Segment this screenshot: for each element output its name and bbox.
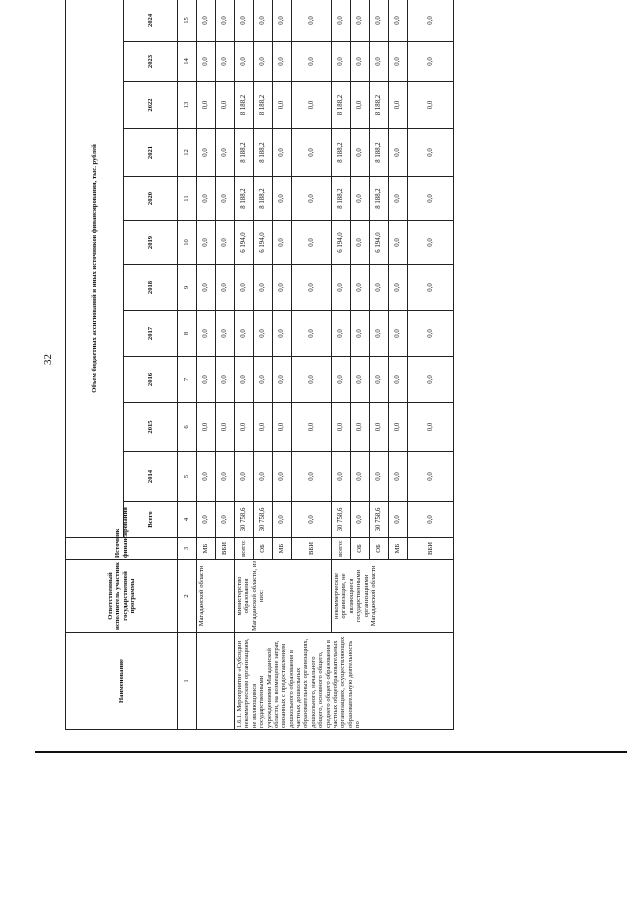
value-cell: 0,0 xyxy=(216,311,235,357)
value-cell: 0,0 xyxy=(408,265,454,311)
value-cell: 0,0 xyxy=(370,452,389,502)
value-cell: 0,0 xyxy=(292,403,332,452)
value-cell: 6 194,0 xyxy=(254,221,273,265)
value-cell: 0,0 xyxy=(389,0,408,42)
column-number: 12 xyxy=(178,129,197,177)
value-cell: 8 188,2 xyxy=(332,129,351,177)
value-cell: 0,0 xyxy=(216,265,235,311)
value-cell: 0,0 xyxy=(351,0,370,42)
value-cell: 0,0 xyxy=(408,177,454,221)
column-number: 13 xyxy=(178,82,197,129)
value-cell: 0,0 xyxy=(408,452,454,502)
value-cell: 0,0 xyxy=(197,82,216,129)
page-number: 32 xyxy=(42,354,54,365)
value-cell: 6 194,0 xyxy=(332,221,351,265)
value-cell: 0,0 xyxy=(273,0,292,42)
value-cell: 0,0 xyxy=(389,403,408,452)
value-cell: 0,0 xyxy=(351,311,370,357)
value-cell: 0,0 xyxy=(292,82,332,129)
value-cell: 0,0 xyxy=(351,129,370,177)
value-cell: 0,0 xyxy=(332,0,351,42)
head-executor: Ответственный исполнитель участник государственной программы xyxy=(66,560,178,633)
value-cell: 0,0 xyxy=(216,177,235,221)
source-cell: всего: xyxy=(235,538,254,560)
value-cell: 0,0 xyxy=(408,82,454,129)
value-cell: 0,0 xyxy=(389,221,408,265)
value-cell: 0,0 xyxy=(370,357,389,403)
value-cell: 0,0 xyxy=(216,221,235,265)
value-cell: 6 194,0 xyxy=(370,221,389,265)
head-year-2023: 2023 xyxy=(124,42,178,82)
value-cell: 0,0 xyxy=(197,177,216,221)
value-cell: 8 188,2 xyxy=(254,177,273,221)
value-cell: 0,0 xyxy=(351,502,370,538)
value-cell: 0,0 xyxy=(273,311,292,357)
source-cell: ОБ xyxy=(351,538,370,560)
column-number: 9 xyxy=(178,265,197,311)
value-cell: 30 758,6 xyxy=(332,502,351,538)
value-cell: 0,0 xyxy=(273,82,292,129)
source-cell: ОБ xyxy=(370,538,389,560)
value-cell: 0,0 xyxy=(351,82,370,129)
value-cell: 0,0 xyxy=(351,42,370,82)
value-cell: 0,0 xyxy=(332,42,351,82)
value-cell: 0,0 xyxy=(273,177,292,221)
value-cell: 8 188,2 xyxy=(370,129,389,177)
value-cell: 0,0 xyxy=(389,129,408,177)
column-number: 15 xyxy=(178,0,197,42)
value-cell: 0,0 xyxy=(235,311,254,357)
source-cell: ОБ xyxy=(254,538,273,560)
value-cell: 0,0 xyxy=(273,403,292,452)
value-cell: 8 188,2 xyxy=(254,129,273,177)
head-year-2018: 2018 xyxy=(124,265,178,311)
page-divider-line xyxy=(35,751,627,753)
value-cell: 0,0 xyxy=(235,42,254,82)
value-cell: 0,0 xyxy=(370,403,389,452)
value-cell: 8 188,2 xyxy=(235,177,254,221)
value-cell: 30 758,6 xyxy=(235,502,254,538)
value-cell: 0,0 xyxy=(273,502,292,538)
value-cell: 0,0 xyxy=(216,403,235,452)
value-cell: 0,0 xyxy=(197,452,216,502)
value-cell: 8 188,2 xyxy=(254,82,273,129)
value-cell: 0,0 xyxy=(370,265,389,311)
column-number: 14 xyxy=(178,42,197,82)
value-cell: 0,0 xyxy=(273,129,292,177)
head-total: Всего xyxy=(124,502,178,538)
value-cell: 0,0 xyxy=(254,0,273,42)
value-cell: 0,0 xyxy=(389,42,408,82)
value-cell: 0,0 xyxy=(254,42,273,82)
value-cell: 0,0 xyxy=(216,357,235,403)
value-cell: 0,0 xyxy=(351,452,370,502)
head-volume-title: Объем бюджетных ассигнований и иных источников финансирования, тыс. рублей xyxy=(66,0,124,538)
value-cell: 0,0 xyxy=(389,265,408,311)
head-name: Наименование xyxy=(66,633,178,730)
value-cell: 8 188,2 xyxy=(370,82,389,129)
source-cell: ВБИ xyxy=(216,538,235,560)
value-cell: 0,0 xyxy=(408,502,454,538)
value-cell: 0,0 xyxy=(216,129,235,177)
value-cell: 0,0 xyxy=(216,502,235,538)
value-cell: 0,0 xyxy=(254,452,273,502)
value-cell: 0,0 xyxy=(408,311,454,357)
value-cell: 0,0 xyxy=(389,82,408,129)
value-cell: 0,0 xyxy=(408,0,454,42)
source-cell: ВБИ xyxy=(408,538,454,560)
column-number: 6 xyxy=(178,403,197,452)
value-cell: 0,0 xyxy=(235,357,254,403)
value-cell: 0,0 xyxy=(254,265,273,311)
value-cell: 0,0 xyxy=(332,357,351,403)
column-number: 10 xyxy=(178,221,197,265)
value-cell: 0,0 xyxy=(332,403,351,452)
value-cell: 0,0 xyxy=(292,452,332,502)
continued-executor-cell: Магаданской области xyxy=(197,560,235,633)
value-cell: 0,0 xyxy=(292,357,332,403)
value-cell: 0,0 xyxy=(332,311,351,357)
head-year-2019: 2019 xyxy=(124,221,178,265)
executor-ministry-cell: министерство образования Магаданской области, из них: xyxy=(235,560,332,633)
value-cell: 0,0 xyxy=(197,265,216,311)
source-cell: МБ xyxy=(273,538,292,560)
value-cell: 0,0 xyxy=(370,42,389,82)
value-cell: 0,0 xyxy=(389,452,408,502)
value-cell: 0,0 xyxy=(273,357,292,403)
value-cell: 0,0 xyxy=(292,311,332,357)
column-number: 4 xyxy=(178,502,197,538)
column-number: 5 xyxy=(178,452,197,502)
value-cell: 0,0 xyxy=(273,42,292,82)
source-cell: всего: xyxy=(332,538,351,560)
head-year-2022: 2022 xyxy=(124,82,178,129)
value-cell: 8 188,2 xyxy=(332,177,351,221)
head-year-2014: 2014 xyxy=(124,452,178,502)
value-cell: 0,0 xyxy=(332,265,351,311)
value-cell: 0,0 xyxy=(216,452,235,502)
head-year-2020: 2020 xyxy=(124,177,178,221)
value-cell: 0,0 xyxy=(235,452,254,502)
value-cell: 0,0 xyxy=(389,357,408,403)
continued-name-cell xyxy=(197,633,235,730)
value-cell: 0,0 xyxy=(389,502,408,538)
value-cell: 0,0 xyxy=(292,129,332,177)
value-cell: 0,0 xyxy=(389,177,408,221)
value-cell: 6 194,0 xyxy=(235,221,254,265)
value-cell: 0,0 xyxy=(389,311,408,357)
value-cell: 0,0 xyxy=(197,0,216,42)
rotated-page-content xyxy=(42,0,625,730)
value-cell: 0,0 xyxy=(292,42,332,82)
value-cell: 0,0 xyxy=(197,502,216,538)
value-cell: 0,0 xyxy=(235,0,254,42)
value-cell: 0,0 xyxy=(273,265,292,311)
value-cell: 0,0 xyxy=(332,452,351,502)
value-cell: 0,0 xyxy=(216,0,235,42)
value-cell: 0,0 xyxy=(351,403,370,452)
value-cell: 0,0 xyxy=(197,311,216,357)
value-cell: 0,0 xyxy=(408,221,454,265)
value-cell: 0,0 xyxy=(292,221,332,265)
value-cell: 8 188,2 xyxy=(235,82,254,129)
value-cell: 0,0 xyxy=(273,452,292,502)
table-row xyxy=(332,0,351,730)
value-cell: 0,0 xyxy=(216,82,235,129)
column-number: 2 xyxy=(178,560,197,633)
executor-nonprofit-cell: некоммерческие организации, не являющиеся государственными организациями Магаданской области xyxy=(332,560,454,633)
value-cell: 0,0 xyxy=(197,129,216,177)
value-cell: 0,0 xyxy=(408,42,454,82)
column-number: 1 xyxy=(178,633,197,730)
value-cell: 30 758,6 xyxy=(370,502,389,538)
value-cell: 0,0 xyxy=(370,311,389,357)
table-row xyxy=(197,0,216,730)
value-cell: 0,0 xyxy=(197,221,216,265)
column-number: 3 xyxy=(178,538,197,560)
value-cell: 0,0 xyxy=(292,265,332,311)
value-cell: 0,0 xyxy=(408,403,454,452)
value-cell: 0,0 xyxy=(292,502,332,538)
value-cell: 0,0 xyxy=(254,403,273,452)
value-cell: 0,0 xyxy=(254,311,273,357)
head-year-2016: 2016 xyxy=(124,357,178,403)
table-row xyxy=(235,0,254,730)
value-cell: 0,0 xyxy=(408,129,454,177)
value-cell: 0,0 xyxy=(216,42,235,82)
value-cell: 0,0 xyxy=(351,221,370,265)
value-cell: 0,0 xyxy=(292,0,332,42)
value-cell: 0,0 xyxy=(370,0,389,42)
value-cell: 0,0 xyxy=(351,265,370,311)
source-cell: МБ xyxy=(197,538,216,560)
value-cell: 0,0 xyxy=(197,403,216,452)
value-cell: 0,0 xyxy=(235,265,254,311)
column-number: 7 xyxy=(178,357,197,403)
head-year-2015: 2015 xyxy=(124,403,178,452)
financing-table xyxy=(65,0,454,730)
head-year-2017: 2017 xyxy=(124,311,178,357)
head-source-text: Источник финансирования xyxy=(114,507,129,558)
value-cell: 0,0 xyxy=(351,177,370,221)
value-cell: 30 758,6 xyxy=(254,502,273,538)
activity-name-cell: 1.6.1. Мероприятие «Субсидии некоммерческим организациям, не являющимся государственными учреждениями Магаданской области, на возмещение затрат, связанных с предоставлением дошкольного образования в частных дошкольных образовательных организациях, дошкольного, начального общего, основного общего, среднего общего образования в частных общеобразовательных организациях, осуществляющих образовательную деятельность по xyxy=(235,633,454,730)
value-cell: 8 188,2 xyxy=(332,82,351,129)
column-number: 8 xyxy=(178,311,197,357)
value-cell: 8 188,2 xyxy=(370,177,389,221)
source-cell: ВБИ xyxy=(292,538,332,560)
source-cell: МБ xyxy=(389,538,408,560)
value-cell: 0,0 xyxy=(254,357,273,403)
value-cell: 0,0 xyxy=(273,221,292,265)
value-cell: 0,0 xyxy=(408,357,454,403)
value-cell: 0,0 xyxy=(197,357,216,403)
value-cell: 0,0 xyxy=(351,357,370,403)
value-cell: 8 188,2 xyxy=(235,129,254,177)
value-cell: 0,0 xyxy=(235,403,254,452)
head-year-2024: 2024 xyxy=(124,0,178,42)
column-number: 11 xyxy=(178,177,197,221)
value-cell: 0,0 xyxy=(197,42,216,82)
value-cell: 0,0 xyxy=(292,177,332,221)
head-year-2021: 2021 xyxy=(124,129,178,177)
